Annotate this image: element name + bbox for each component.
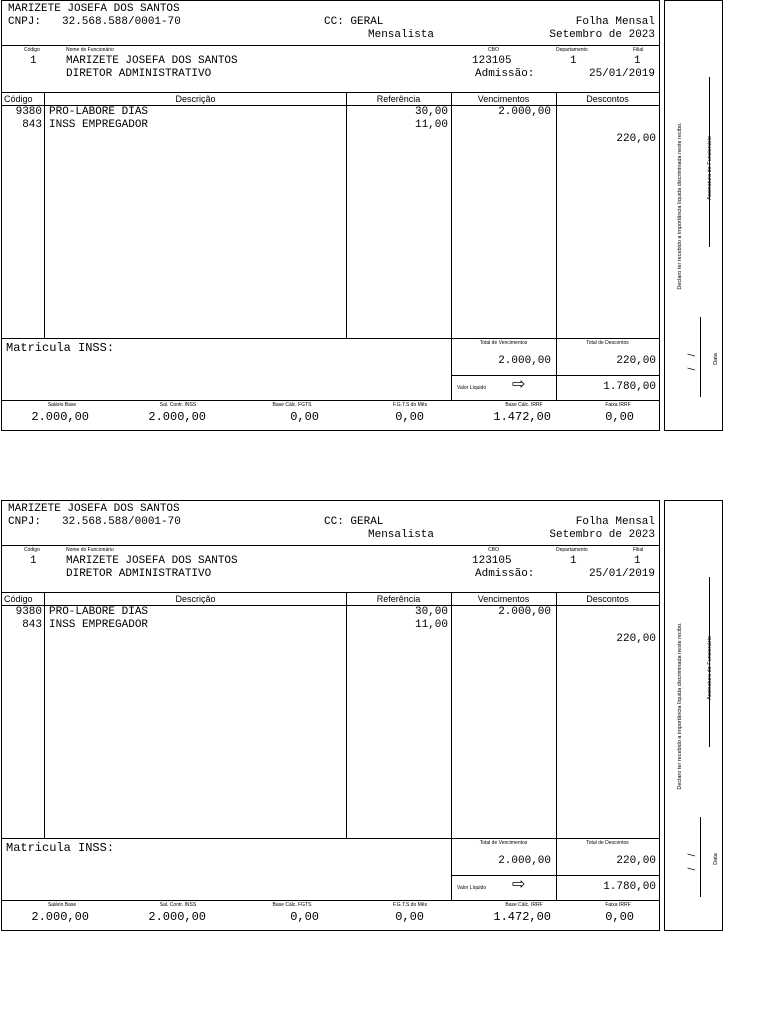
row-reference: 30,00 bbox=[414, 106, 448, 118]
col-header-description: Descrição bbox=[175, 94, 216, 104]
base-value: 0,00 bbox=[395, 910, 424, 924]
divider bbox=[2, 338, 659, 339]
department-value: 1 bbox=[570, 55, 577, 67]
row-code: 843 bbox=[22, 619, 42, 631]
base-value: 2.000,00 bbox=[148, 410, 206, 424]
cnpj-label: CNPJ: bbox=[8, 516, 42, 528]
table-row bbox=[2, 606, 659, 619]
row-reference: 11,00 bbox=[414, 119, 448, 131]
col-header-reference: Referência bbox=[376, 594, 421, 604]
row-code: 9380 bbox=[15, 606, 42, 618]
base-label: Sal. Contr. INSS bbox=[159, 902, 197, 908]
base-label: Base Cálc. IRRF bbox=[505, 402, 543, 408]
inss-registration-label: Matricula INSS: bbox=[6, 341, 115, 355]
base-value: 2.000,00 bbox=[31, 410, 89, 424]
date-label: Data bbox=[713, 853, 719, 865]
branch-label: Filial bbox=[633, 47, 644, 53]
row-description: PRO-LABORE DIAS bbox=[49, 606, 149, 618]
base-value: 0,00 bbox=[290, 410, 319, 424]
company-name: MARIZETE JOSEFA DOS SANTOS bbox=[8, 3, 180, 15]
base-label: F.G.T.S do Mês bbox=[392, 902, 428, 908]
row-description: PRO-LABORE DIAS bbox=[49, 106, 149, 118]
employee-category: Mensalista bbox=[368, 29, 435, 41]
signature-label: Assinatura do Funcionário bbox=[707, 636, 713, 700]
inss-registration-label: Matricula INSS: bbox=[6, 841, 115, 855]
base-value: 2.000,00 bbox=[148, 910, 206, 924]
divider bbox=[2, 838, 659, 839]
net-pay-value: 1.780,00 bbox=[603, 881, 656, 893]
cnpj-label: CNPJ: bbox=[8, 16, 42, 28]
base-label: Faixa IRRF bbox=[605, 902, 631, 908]
employee-code-label: Código bbox=[24, 547, 40, 553]
total-deductions-label: Total de Descontos bbox=[586, 340, 629, 346]
payslip bbox=[0, 500, 768, 934]
cbo-value: 123105 bbox=[472, 55, 512, 67]
document-title: Folha Mensal bbox=[575, 16, 655, 28]
base-label: Base Cálc. IRRF bbox=[505, 902, 543, 908]
signature-label: Assinatura do Funcionário bbox=[707, 136, 713, 200]
admission-date: 25/01/2019 bbox=[588, 568, 655, 580]
base-value: 0,00 bbox=[605, 910, 634, 924]
col-header-code: Código bbox=[4, 94, 33, 104]
net-pay-label: Valor Líquido bbox=[457, 885, 487, 891]
date-separator: / bbox=[687, 353, 698, 357]
branch-value: 1 bbox=[634, 55, 641, 67]
total-earnings-label: Total de Vencimentos bbox=[479, 840, 528, 846]
row-reference: 11,00 bbox=[414, 619, 448, 631]
table-row bbox=[2, 619, 659, 645]
receipt-declaration: Declaro ter recebido a importância líquida discriminada neste recibo. bbox=[677, 622, 683, 790]
employee-role: DIRETOR ADMINISTRATIVO bbox=[66, 68, 212, 80]
company-name: MARIZETE JOSEFA DOS SANTOS bbox=[8, 503, 180, 515]
admission-date: 25/01/2019 bbox=[588, 68, 655, 80]
employee-category: Mensalista bbox=[368, 529, 435, 541]
document-title: Folha Mensal bbox=[575, 516, 655, 528]
payslip-main-panel bbox=[1, 500, 660, 931]
department-value: 1 bbox=[570, 555, 577, 567]
cost-center: CC: GERAL bbox=[324, 16, 384, 28]
row-earnings: 2.000,00 bbox=[498, 606, 551, 618]
employee-name: MARIZETE JOSEFA DOS SANTOS bbox=[66, 55, 238, 67]
employee-code: 1 bbox=[30, 555, 37, 567]
base-label: Salário Base bbox=[47, 402, 77, 408]
cbo-value: 123105 bbox=[472, 555, 512, 567]
cnpj-value: 32.568.588/0001-70 bbox=[62, 16, 181, 28]
employee-code-label: Código bbox=[24, 47, 40, 53]
divider bbox=[2, 900, 659, 901]
row-description: INSS EMPREGADOR bbox=[49, 619, 149, 631]
col-header-code: Código bbox=[4, 594, 33, 604]
col-header-description: Descrição bbox=[175, 594, 216, 604]
base-value: 0,00 bbox=[395, 410, 424, 424]
base-value: 0,00 bbox=[290, 910, 319, 924]
total-deductions-value: 220,00 bbox=[616, 855, 656, 867]
base-value: 2.000,00 bbox=[31, 910, 89, 924]
employee-name: MARIZETE JOSEFA DOS SANTOS bbox=[66, 555, 238, 567]
col-header-earnings: Vencimentos bbox=[477, 594, 530, 604]
base-label: Base Cálc. FGTS bbox=[272, 402, 312, 408]
payslip bbox=[0, 0, 768, 434]
col-header-deductions: Descontos bbox=[586, 594, 629, 604]
net-pay-label: Valor Líquido bbox=[457, 385, 487, 391]
pay-period: Setembro de 2023 bbox=[549, 29, 655, 41]
row-reference: 30,00 bbox=[414, 606, 448, 618]
employee-name-label: Nome do Funcionário bbox=[66, 547, 114, 553]
col-header-deductions: Descontos bbox=[586, 94, 629, 104]
divider bbox=[2, 400, 659, 401]
total-deductions-value: 220,00 bbox=[616, 355, 656, 367]
payslip-main-panel bbox=[1, 0, 660, 431]
admission-label: Admissão: bbox=[475, 568, 535, 580]
column-divider bbox=[451, 92, 452, 400]
base-label: Base Cálc. FGTS bbox=[272, 902, 312, 908]
cbo-label: CBO bbox=[488, 47, 499, 53]
col-header-earnings: Vencimentos bbox=[477, 94, 530, 104]
branch-value: 1 bbox=[634, 555, 641, 567]
row-description: INSS EMPREGADOR bbox=[49, 119, 149, 131]
divider bbox=[2, 45, 659, 46]
total-earnings-value: 2.000,00 bbox=[498, 355, 551, 367]
employee-code: 1 bbox=[30, 55, 37, 67]
cost-center: CC: GERAL bbox=[324, 516, 384, 528]
admission-label: Admissão: bbox=[475, 68, 535, 80]
base-label: F.G.T.S do Mês bbox=[392, 402, 428, 408]
department-label: Departamento bbox=[556, 547, 588, 553]
cbo-label: CBO bbox=[488, 547, 499, 553]
row-deductions: 220,00 bbox=[616, 633, 656, 645]
base-label: Sal. Contr. INSS bbox=[159, 402, 197, 408]
base-value: 0,00 bbox=[605, 410, 634, 424]
branch-label: Filial bbox=[633, 547, 644, 553]
cnpj-value: 32.568.588/0001-70 bbox=[62, 516, 181, 528]
col-header-reference: Referência bbox=[376, 94, 421, 104]
table-row bbox=[2, 106, 659, 119]
department-label: Departamento bbox=[556, 47, 588, 53]
date-label: Data bbox=[713, 353, 719, 365]
date-line[interactable] bbox=[700, 317, 701, 397]
arrow-right-icon: ⇨ bbox=[512, 876, 526, 893]
table-row bbox=[2, 119, 659, 145]
row-earnings: 2.000,00 bbox=[498, 106, 551, 118]
total-deductions-label: Total de Descontos bbox=[586, 840, 629, 846]
date-separator: / bbox=[687, 367, 698, 371]
receipt-declaration: Declaro ter recebido a importância líquida discriminada neste recibo. bbox=[677, 122, 683, 290]
net-pay-value: 1.780,00 bbox=[603, 381, 656, 393]
date-separator: / bbox=[687, 867, 698, 871]
tax-bases-row bbox=[2, 902, 659, 930]
divider bbox=[2, 545, 659, 546]
base-value: 1.472,00 bbox=[493, 910, 551, 924]
base-label: Salário Base bbox=[47, 902, 77, 908]
employee-name-label: Nome do Funcionário bbox=[66, 47, 114, 53]
arrow-right-icon: ⇨ bbox=[512, 376, 526, 393]
receipt-stub bbox=[664, 0, 723, 431]
pay-period: Setembro de 2023 bbox=[549, 529, 655, 541]
employee-role: DIRETOR ADMINISTRATIVO bbox=[66, 568, 212, 580]
total-earnings-label: Total de Vencimentos bbox=[479, 340, 528, 346]
base-value: 1.472,00 bbox=[493, 410, 551, 424]
column-divider bbox=[451, 592, 452, 900]
row-deductions: 220,00 bbox=[616, 133, 656, 145]
divider bbox=[451, 875, 659, 876]
date-line[interactable] bbox=[700, 817, 701, 897]
receipt-stub bbox=[664, 500, 723, 931]
total-earnings-value: 2.000,00 bbox=[498, 855, 551, 867]
base-label: Faixa IRRF bbox=[605, 402, 631, 408]
row-code: 843 bbox=[22, 119, 42, 131]
divider bbox=[451, 375, 659, 376]
tax-bases-row bbox=[2, 402, 659, 430]
date-separator: / bbox=[687, 853, 698, 857]
row-code: 9380 bbox=[15, 106, 42, 118]
